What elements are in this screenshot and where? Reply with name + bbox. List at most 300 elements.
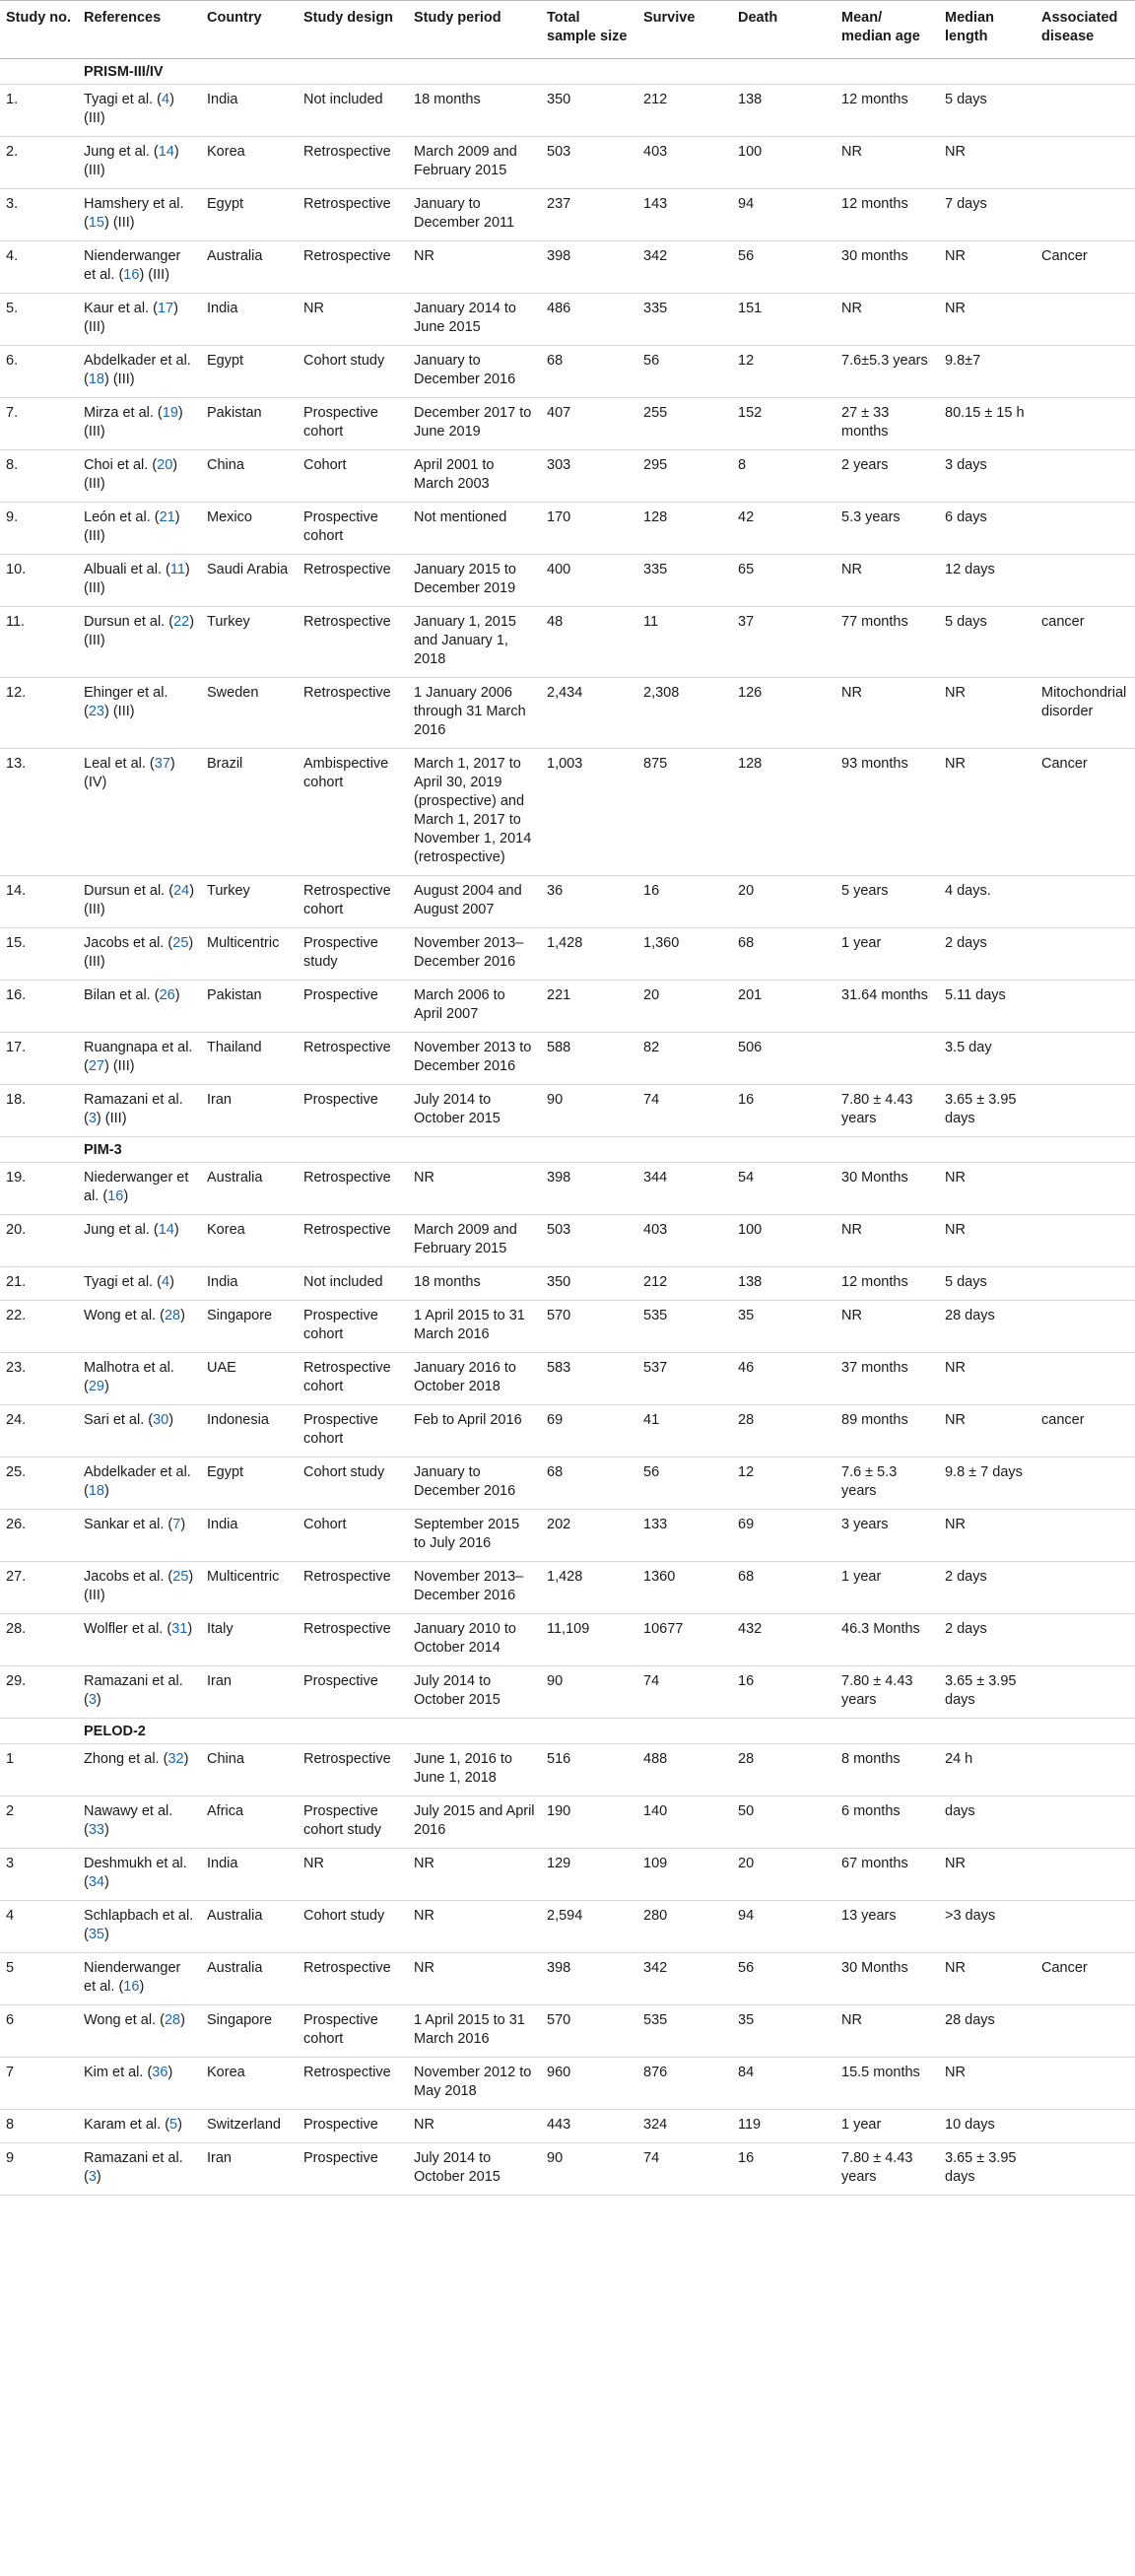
column-header: Country <box>201 1 298 59</box>
reference-text: Niederwanger et al. ( <box>84 1170 189 1204</box>
citation-link[interactable]: 16 <box>107 1188 124 1204</box>
citation-link[interactable]: 3 <box>88 2169 97 2185</box>
cell-design: Cohort <box>298 1510 408 1562</box>
reference-text: ) <box>103 1483 109 1499</box>
table-row <box>0 555 1135 607</box>
cell-no: 15. <box>0 928 78 981</box>
cell-no: 26. <box>0 1510 78 1562</box>
citation-link[interactable]: 23 <box>88 704 104 719</box>
cell-no: 1. <box>0 85 78 137</box>
reference-text: Nienderwanger et al. ( <box>84 248 181 283</box>
reference-text: ) (III) <box>84 92 174 126</box>
cell-disease <box>1035 1796 1135 1849</box>
cell-length: 3.65 ± 3.95 days <box>939 1666 1035 1719</box>
cell-total: 400 <box>541 555 637 607</box>
cell-country: Korea <box>201 2058 298 2110</box>
section-row <box>0 59 1135 85</box>
reference-text: Leal et al. ( <box>84 756 155 772</box>
cell-no: 7. <box>0 398 78 450</box>
cell-disease: cancer <box>1035 1405 1135 1457</box>
cell-age: 7.6 ± 5.3 years <box>835 1457 939 1510</box>
reference-text: Dursun et al. ( <box>84 883 174 899</box>
citation-link[interactable]: 30 <box>153 1412 169 1428</box>
cell-country: Singapore <box>201 2005 298 2058</box>
cell-total: 570 <box>541 2005 637 2058</box>
cell-total: 303 <box>541 450 637 503</box>
cell-country: UAE <box>201 1353 298 1405</box>
cell-length: 9.8±7 <box>939 346 1035 398</box>
cell-total: 1,003 <box>541 749 637 876</box>
table-row <box>0 1301 1135 1353</box>
citation-link[interactable]: 18 <box>88 372 104 387</box>
citation-link[interactable]: 28 <box>164 1308 181 1323</box>
cell-period: December 2017 to June 2019 <box>408 398 541 450</box>
reference-text: Ehinger et al. ( <box>84 685 168 719</box>
cell-no: 2. <box>0 137 78 189</box>
citation-link[interactable]: 11 <box>169 562 185 577</box>
cell-disease: Cancer <box>1035 749 1135 876</box>
cell-length: NR <box>939 137 1035 189</box>
cell-period: 18 months <box>408 1267 541 1301</box>
cell-design: Prospective cohort <box>298 398 408 450</box>
cell-country: India <box>201 85 298 137</box>
cell-age: NR <box>835 1215 939 1267</box>
cell-death: 56 <box>732 241 835 294</box>
cell-no: 14. <box>0 876 78 928</box>
reference-text: Ramazani et al. ( <box>84 1092 183 1126</box>
citation-link[interactable]: 32 <box>167 1751 184 1767</box>
cell-length: 3.65 ± 3.95 days <box>939 1085 1035 1137</box>
cell-no: 21. <box>0 1267 78 1301</box>
table-row <box>0 1353 1135 1405</box>
table-row <box>0 450 1135 503</box>
reference-text: Dursun et al. ( <box>84 614 174 630</box>
cell-length: 4 days. <box>939 876 1035 928</box>
reference-text: Abdelkader et al. ( <box>84 353 191 387</box>
citation-link[interactable]: 31 <box>171 1621 188 1637</box>
cell-disease <box>1035 1614 1135 1666</box>
cell-total: 443 <box>541 2110 637 2143</box>
cell-length: 2 days <box>939 928 1035 981</box>
cell-no: 13. <box>0 749 78 876</box>
cell-period: January 2016 to October 2018 <box>408 1353 541 1405</box>
cell-death: 126 <box>732 678 835 749</box>
cell-country: Singapore <box>201 1301 298 1353</box>
cell-references <box>78 2058 201 2110</box>
citation-link[interactable]: 22 <box>173 614 190 630</box>
cell-death: 201 <box>732 981 835 1033</box>
cell-no: 19. <box>0 1163 78 1215</box>
cell-death: 50 <box>732 1796 835 1849</box>
cell-length: 3.65 ± 3.95 days <box>939 2143 1035 2196</box>
citation-link[interactable]: 4 <box>161 92 170 107</box>
citation-link[interactable]: 33 <box>88 1822 104 1838</box>
table-row <box>0 137 1135 189</box>
cell-design: Retrospective <box>298 241 408 294</box>
cell-design: Retrospective <box>298 189 408 241</box>
cell-death: 94 <box>732 1901 835 1953</box>
cell-age: NR <box>835 294 939 346</box>
cell-no: 6. <box>0 346 78 398</box>
table-row <box>0 607 1135 678</box>
cell-age: 37 months <box>835 1353 939 1405</box>
cell-age: 12 months <box>835 1267 939 1301</box>
cell-survive: 535 <box>637 1301 732 1353</box>
cell-period: 18 months <box>408 85 541 137</box>
reference-text: Abdelkader et al. ( <box>84 1464 191 1499</box>
cell-total: 202 <box>541 1510 637 1562</box>
table-row <box>0 678 1135 749</box>
cell-period: 1 April 2015 to 31 March 2016 <box>408 1301 541 1353</box>
reference-text: Mirza et al. ( <box>84 405 163 421</box>
cell-death: 37 <box>732 607 835 678</box>
cell-length: 12 days <box>939 555 1035 607</box>
table-row <box>0 241 1135 294</box>
cell-design: Ambispective cohort <box>298 749 408 876</box>
cell-period: January to December 2016 <box>408 346 541 398</box>
citation-link[interactable]: 3 <box>88 1692 97 1708</box>
cell-no: 20. <box>0 1215 78 1267</box>
cell-disease <box>1035 85 1135 137</box>
cell-survive: 10677 <box>637 1614 732 1666</box>
cell-disease <box>1035 1849 1135 1901</box>
citation-link[interactable]: 17 <box>157 301 174 316</box>
cell-no: 4 <box>0 1901 78 1953</box>
cell-disease: cancer <box>1035 607 1135 678</box>
table-row <box>0 2143 1135 2196</box>
cell-total: 48 <box>541 607 637 678</box>
cell-length: 5 days <box>939 607 1035 678</box>
cell-references <box>78 2143 201 2196</box>
cell-total: 69 <box>541 1405 637 1457</box>
cell-death: 151 <box>732 294 835 346</box>
cell-survive: 335 <box>637 555 732 607</box>
cell-age: 7.80 ± 4.43 years <box>835 1666 939 1719</box>
cell-length: 10 days <box>939 2110 1035 2143</box>
table-row <box>0 2110 1135 2143</box>
cell-disease: Cancer <box>1035 1953 1135 2005</box>
cell-period: January to December 2016 <box>408 1457 541 1510</box>
cell-period: September 2015 to July 2016 <box>408 1510 541 1562</box>
cell-country: China <box>201 1744 298 1796</box>
cell-death: 56 <box>732 1953 835 2005</box>
cell-disease <box>1035 1353 1135 1405</box>
reference-text: Ruangnapa et al. ( <box>84 1040 193 1074</box>
citation-link[interactable]: 20 <box>157 457 173 473</box>
cell-references <box>78 1301 201 1353</box>
cell-death: 138 <box>732 85 835 137</box>
cell-period: April 2001 to March 2003 <box>408 450 541 503</box>
citation-link[interactable]: 25 <box>172 1569 189 1585</box>
cell-length: NR <box>939 1353 1035 1405</box>
cell-period: NR <box>408 241 541 294</box>
cell-country: Multicentric <box>201 1562 298 1614</box>
cell-age: 12 months <box>835 85 939 137</box>
citation-link[interactable]: 3 <box>88 1111 97 1126</box>
citation-link[interactable]: 25 <box>172 935 189 951</box>
cell-survive: 403 <box>637 137 732 189</box>
cell-length: 24 h <box>939 1744 1035 1796</box>
cell-period: March 2009 and February 2015 <box>408 1215 541 1267</box>
cell-country: Iran <box>201 1085 298 1137</box>
reference-text: ) (III) <box>84 509 180 544</box>
cell-age: 7.80 ± 4.43 years <box>835 2143 939 2196</box>
reference-text: ) (IV) <box>84 756 175 790</box>
reference-text: ) <box>168 1412 174 1428</box>
cell-length: 3 days <box>939 450 1035 503</box>
reference-text: ) (III) <box>84 301 178 335</box>
cell-references <box>78 1614 201 1666</box>
cell-age: NR <box>835 555 939 607</box>
citation-link[interactable]: 24 <box>173 883 190 899</box>
cell-country: Egypt <box>201 189 298 241</box>
cell-death: 138 <box>732 1267 835 1301</box>
citation-link[interactable]: 27 <box>88 1058 104 1074</box>
reference-text: Jacobs et al. ( <box>84 935 173 951</box>
cell-total: 170 <box>541 503 637 555</box>
cell-death: 20 <box>732 876 835 928</box>
cell-no: 27. <box>0 1562 78 1614</box>
table-row <box>0 294 1135 346</box>
cell-survive: 16 <box>637 876 732 928</box>
cell-death: 16 <box>732 1085 835 1137</box>
cell-death: 432 <box>732 1614 835 1666</box>
citation-link[interactable]: 19 <box>162 405 178 421</box>
cell-age: 5 years <box>835 876 939 928</box>
citation-link[interactable]: 18 <box>88 1483 104 1499</box>
reference-text: León et al. ( <box>84 509 160 525</box>
cell-no: 16. <box>0 981 78 1033</box>
cell-death: 20 <box>732 1849 835 1901</box>
table-row <box>0 1033 1135 1085</box>
cell-country: Egypt <box>201 346 298 398</box>
cell-total: 486 <box>541 294 637 346</box>
column-header: Study period <box>408 1 541 59</box>
cell-design: Prospective cohort <box>298 1301 408 1353</box>
table-row <box>0 1510 1135 1562</box>
cell-disease <box>1035 1457 1135 1510</box>
cell-period: August 2004 and August 2007 <box>408 876 541 928</box>
cell-country: Mexico <box>201 503 298 555</box>
table-body <box>0 59 1135 2196</box>
cell-total: 68 <box>541 1457 637 1510</box>
cell-design: Retrospective cohort <box>298 1353 408 1405</box>
section-row <box>0 1137 1135 1163</box>
cell-references <box>78 1163 201 1215</box>
reference-text: Jung et al. ( <box>84 1222 159 1238</box>
cell-period: January 2014 to June 2015 <box>408 294 541 346</box>
cell-design: Cohort study <box>298 1901 408 1953</box>
cell-references <box>78 1457 201 1510</box>
cell-survive: 74 <box>637 2143 732 2196</box>
cell-country: India <box>201 1849 298 1901</box>
table-row <box>0 85 1135 137</box>
cell-design: Retrospective <box>298 1953 408 2005</box>
cell-survive: 1,360 <box>637 928 732 981</box>
cell-disease <box>1035 981 1135 1033</box>
reference-text: ) (III) <box>84 144 179 178</box>
cell-age: 13 years <box>835 1901 939 1953</box>
cell-survive: 535 <box>637 2005 732 2058</box>
reference-text: Albuali et al. ( <box>84 562 170 577</box>
citation-link[interactable]: 16 <box>123 1979 140 1995</box>
reference-text: ) (III) <box>84 562 190 596</box>
cell-death: 100 <box>732 1215 835 1267</box>
cell-design: Prospective cohort <box>298 2005 408 2058</box>
citation-link[interactable]: 7 <box>172 1517 181 1532</box>
cell-country: Africa <box>201 1796 298 1849</box>
cell-references <box>78 1353 201 1405</box>
citation-link[interactable]: 15 <box>88 215 104 231</box>
cell-period: March 2006 to April 2007 <box>408 981 541 1033</box>
column-header: Survive <box>637 1 732 59</box>
cell-total: 516 <box>541 1744 637 1796</box>
cell-length: NR <box>939 678 1035 749</box>
section-title: PIM-3 <box>78 1137 1135 1163</box>
cell-period: 1 April 2015 to 31 March 2016 <box>408 2005 541 2058</box>
table-row <box>0 876 1135 928</box>
table-row <box>0 1614 1135 1666</box>
citation-link[interactable]: 21 <box>159 509 175 525</box>
reference-text: Wong et al. ( <box>84 2012 165 2028</box>
cell-disease <box>1035 555 1135 607</box>
citation-link[interactable]: 36 <box>152 2065 168 2080</box>
cell-death: 42 <box>732 503 835 555</box>
column-header: Study design <box>298 1 408 59</box>
cell-country: Egypt <box>201 1457 298 1510</box>
cell-references <box>78 2005 201 2058</box>
citation-link[interactable]: 37 <box>154 756 170 772</box>
reference-text: Schlapbach et al. ( <box>84 1908 194 1942</box>
cell-design: Retrospective <box>298 1744 408 1796</box>
cell-design: Cohort study <box>298 1457 408 1510</box>
reference-text: Kaur et al. ( <box>84 301 158 316</box>
cell-design: Retrospective <box>298 607 408 678</box>
cell-no: 3 <box>0 1849 78 1901</box>
cell-disease <box>1035 928 1135 981</box>
cell-age: 30 Months <box>835 1953 939 2005</box>
cell-no: 29. <box>0 1666 78 1719</box>
cell-age: NR <box>835 2005 939 2058</box>
cell-country: Brazil <box>201 749 298 876</box>
table-row <box>0 928 1135 981</box>
citation-link[interactable]: 4 <box>161 1274 170 1290</box>
cell-survive: 41 <box>637 1405 732 1457</box>
cell-design: Prospective <box>298 981 408 1033</box>
cell-country: Italy <box>201 1614 298 1666</box>
cell-design: Prospective <box>298 1666 408 1719</box>
citation-link[interactable]: 35 <box>88 1927 104 1942</box>
cell-period: NR <box>408 1163 541 1215</box>
citation-link[interactable]: 34 <box>88 1874 104 1890</box>
cell-survive: 295 <box>637 450 732 503</box>
cell-age: 27 ± 33 months <box>835 398 939 450</box>
cell-country: India <box>201 1267 298 1301</box>
cell-death: 65 <box>732 555 835 607</box>
citation-link[interactable]: 5 <box>169 2117 178 2133</box>
cell-country: Iran <box>201 1666 298 1719</box>
cell-total: 36 <box>541 876 637 928</box>
reference-text: ) (III) <box>84 405 183 440</box>
cell-length: NR <box>939 1405 1035 1457</box>
cell-design: Retrospective <box>298 555 408 607</box>
column-header: Associated disease <box>1035 1 1135 59</box>
cell-survive: 344 <box>637 1163 732 1215</box>
citation-link[interactable]: 29 <box>88 1379 104 1394</box>
citation-link[interactable]: 14 <box>158 144 174 160</box>
cell-length: 3.5 day <box>939 1033 1035 1085</box>
reference-text: ) <box>180 1517 186 1532</box>
cell-period: January to December 2011 <box>408 189 541 241</box>
cell-length: 28 days <box>939 2005 1035 2058</box>
cell-disease <box>1035 1562 1135 1614</box>
cell-country: Korea <box>201 1215 298 1267</box>
cell-no: 22. <box>0 1301 78 1353</box>
cell-disease <box>1035 1033 1135 1085</box>
cell-references <box>78 241 201 294</box>
cell-survive: 56 <box>637 346 732 398</box>
cell-length: 5 days <box>939 85 1035 137</box>
citation-link[interactable]: 16 <box>123 267 140 283</box>
cell-total: 190 <box>541 1796 637 1849</box>
cell-survive: 20 <box>637 981 732 1033</box>
reference-text: ) <box>177 2117 182 2133</box>
cell-country: Saudi Arabia <box>201 555 298 607</box>
cell-length: NR <box>939 749 1035 876</box>
cell-disease <box>1035 1901 1135 1953</box>
cell-age: 1 year <box>835 928 939 981</box>
cell-total: 398 <box>541 1163 637 1215</box>
cell-references <box>78 1901 201 1953</box>
reference-text: Wolfler et al. ( <box>84 1621 172 1637</box>
cell-period: NR <box>408 1953 541 2005</box>
cell-disease <box>1035 503 1135 555</box>
cell-references <box>78 1033 201 1085</box>
cell-no: 10. <box>0 555 78 607</box>
table-row <box>0 1163 1135 1215</box>
cell-period: 1 January 2006 through 31 March 2016 <box>408 678 541 749</box>
table-row <box>0 1796 1135 1849</box>
cell-no: 12. <box>0 678 78 749</box>
citation-link[interactable]: 14 <box>158 1222 174 1238</box>
citation-link[interactable]: 26 <box>159 987 175 1003</box>
cell-disease <box>1035 1215 1135 1267</box>
reference-text: ) (III) <box>84 935 194 970</box>
cell-references <box>78 1085 201 1137</box>
cell-total: 237 <box>541 189 637 241</box>
cell-disease <box>1035 2143 1135 2196</box>
cell-period: January 2015 to December 2019 <box>408 555 541 607</box>
cell-survive: 488 <box>637 1744 732 1796</box>
cell-design: Prospective <box>298 1085 408 1137</box>
column-header: Study no. <box>0 1 78 59</box>
section-title: PELOD-2 <box>78 1719 1135 1744</box>
cell-age: 30 Months <box>835 1163 939 1215</box>
cell-period: March 1, 2017 to April 30, 2019 (prospective) and March 1, 2017 to November 1, 2014 (retrospective) <box>408 749 541 876</box>
reference-text: ) (III) <box>96 1111 127 1126</box>
cell-survive: 128 <box>637 503 732 555</box>
column-header: Median length <box>939 1 1035 59</box>
citation-link[interactable]: 28 <box>164 2012 181 2028</box>
cell-no: 4. <box>0 241 78 294</box>
cell-country: Turkey <box>201 876 298 928</box>
cell-no: 24. <box>0 1405 78 1457</box>
cell-country: India <box>201 294 298 346</box>
reference-text: ) <box>180 2012 185 2028</box>
cell-age: 2 years <box>835 450 939 503</box>
cell-length: 2 days <box>939 1614 1035 1666</box>
table-row <box>0 1849 1135 1901</box>
